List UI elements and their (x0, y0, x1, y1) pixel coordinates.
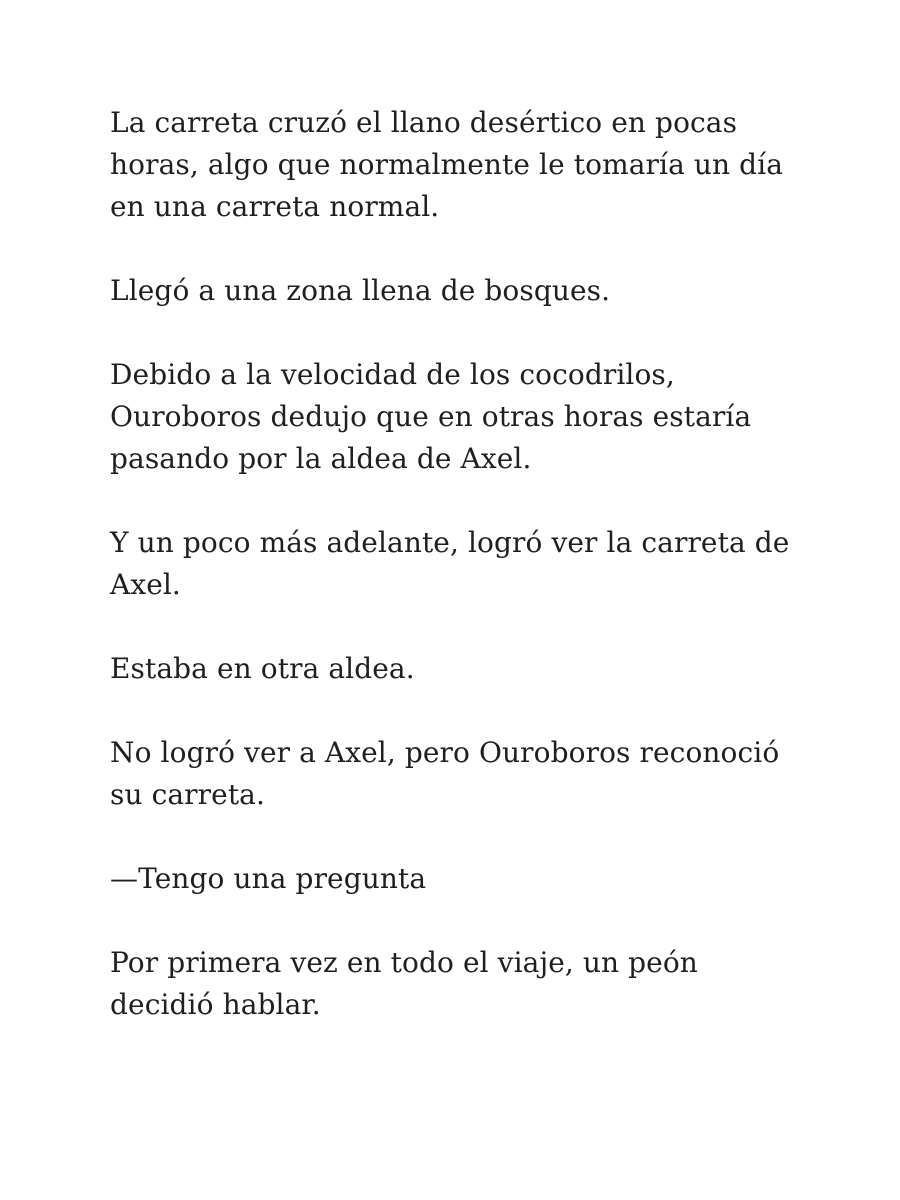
paragraph-2: Llegó a una zona llena de bosques. (110, 274, 611, 307)
paragraph-1: La carreta cruzó el llano desértico en pocas horas, algo que normalmente le tomaría un día en una carreta normal. (110, 106, 783, 223)
paragraph-3: Debido a la velocidad de los cocodrilos, Ouroboros dedujo que en otras horas estaría pasando por la aldea de Axel. (110, 358, 752, 475)
dialogue-line: —Tengo una pregunta (110, 862, 427, 895)
paragraph-6: No logró ver a Axel, pero Ouroboros reconoció su carreta. (110, 736, 780, 811)
story-text (110, 102, 790, 1068)
paragraph-8: Por primera vez en todo el viaje, un peón decidió hablar. (110, 946, 698, 1021)
paragraph-4: Y un poco más adelante, logró ver la carreta de Axel. (110, 526, 790, 601)
paragraph-5: Estaba en otra aldea. (110, 652, 415, 685)
